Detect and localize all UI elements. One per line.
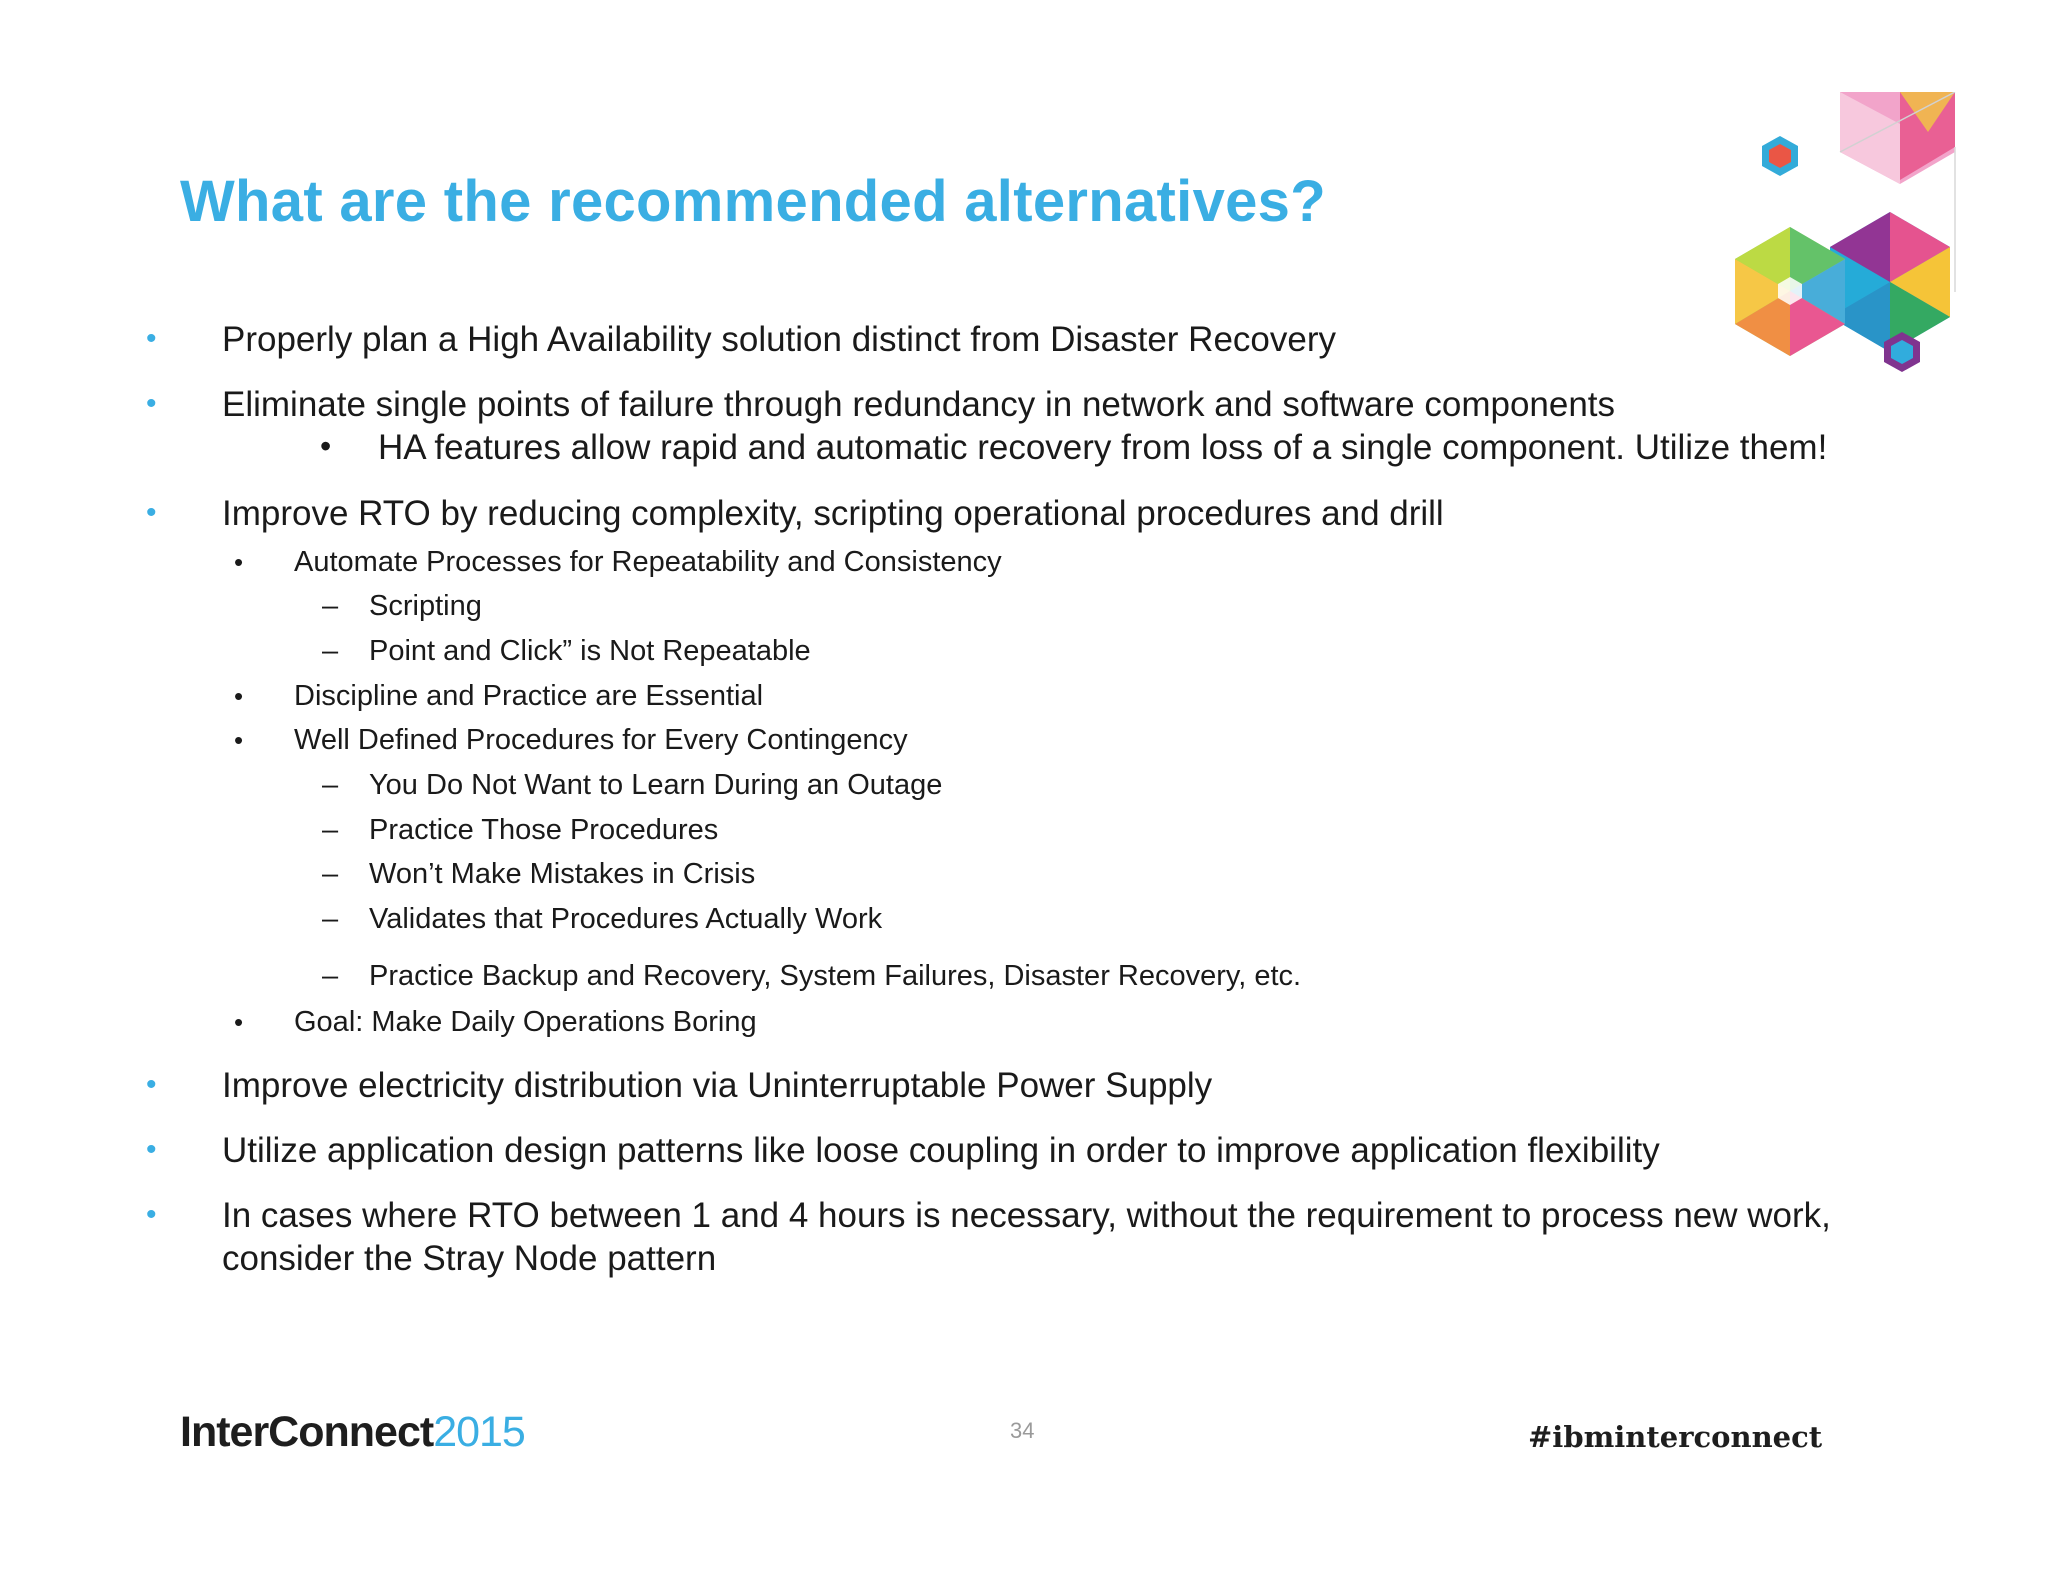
bullet-marker: • [234,547,244,577]
bullet-marker: • [234,1007,244,1037]
dash-marker: – [322,769,339,801]
bullet-marker: • [146,387,157,420]
dash-marker: – [322,858,339,890]
bullet-text: Utilize application design patterns like loose coupling in order to improve application flexibility [222,1131,1660,1170]
bullet-text: Improve RTO by reducing complexity, scripting operational procedures and drill [222,494,1444,533]
bullet-marker: • [146,496,157,529]
bullet-text: HA features allow rapid and automatic recovery from loss of a single component. Utilize them! [378,428,1828,467]
dash-text: Point and Click” is Not Repeatable [369,635,811,667]
bullet-marker: • [234,681,244,711]
dash-text: Validates that Procedures Actually Work [369,903,883,935]
dash-marker: – [322,814,339,846]
dash-text: Practice Backup and Recovery, System Failures, Disaster Recovery, etc. [369,960,1302,992]
bullet-marker: • [146,1133,157,1166]
dash-text: Practice Those Procedures [369,814,719,846]
bullet-text: Goal: Make Daily Operations Boring [294,1006,757,1038]
bullet-marker: • [320,428,332,464]
logo-brand: InterConnect [180,1408,434,1456]
bullet-text: Improve electricity distribution via Uninterruptable Power Supply [222,1066,1213,1105]
bullet-marker: • [234,725,244,755]
bullet-text: Automate Processes for Repeatability and Consistency [294,546,1002,578]
bullet-marker: • [146,1068,157,1101]
bullet-marker: • [146,1198,157,1231]
logo-year: 2015 [433,1408,525,1456]
bullet-text: Properly plan a High Availability solution distinct from Disaster Recovery [222,320,1337,359]
hashtag: #ibminterconnect [1528,1420,1823,1454]
dash-marker: – [322,590,339,622]
hexagon-decoration-graphic [1720,92,1960,382]
dash-text: Scripting [369,590,482,622]
dash-marker: – [322,903,339,935]
bullet-marker: • [146,322,157,355]
bullet-text: Well Defined Procedures for Every Contingency [294,724,908,756]
dash-text: You Do Not Want to Learn During an Outage [369,769,943,801]
bullet-text: consider the Stray Node pattern [222,1239,717,1278]
dash-marker: – [322,635,339,667]
page-number: 34 [1010,1418,1035,1443]
bullet-text: Eliminate single points of failure through redundancy in network and software components [222,385,1616,424]
bullet-text: In cases where RTO between 1 and 4 hours is necessary, without the requirement to process new work, [222,1196,1831,1235]
dash-text: Won’t Make Mistakes in Crisis [369,858,756,890]
bullet-text: Discipline and Practice are Essential [294,680,764,712]
slide-title: What are the recommended alternatives? [180,169,1326,234]
interconnect-logo [180,1408,525,1457]
dash-marker: – [322,960,339,992]
